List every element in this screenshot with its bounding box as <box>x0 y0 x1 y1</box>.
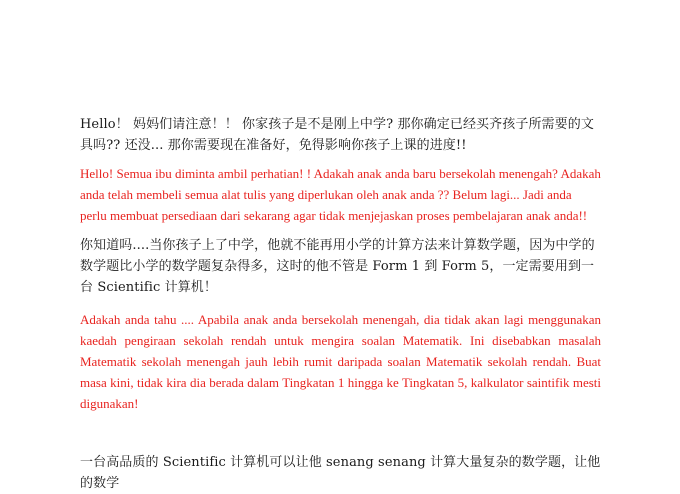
paragraph-chinese-intro: Hello！ 妈妈们请注意！！ 你家孩子是不是刚上中学? 那你确定已经买齐孩子所需要的文具吗?? 还没... 那你需要现在准备好，免得影响你孩子上课的进度!! <box>80 117 594 153</box>
paragraph-malay-intro: Hello! Semua ibu diminta ambil perhatian! ! Adakah anak anda baru bersekolah menengah? Adakah anda telah membeli semua alat tulis yang diperlukan oleh anak anda ?? Belum lagi... Jadi anda perlu membuat persediaan dari sekarang agar tidak menjejaskan proses pembelajaran anak anda!! <box>80 166 601 223</box>
document-page <box>80 114 601 494</box>
paragraph-malay-did-you-know: Adakah anda tahu .... Apabila anak anda bersekolah menengah, dia tidak akan lagi menggunakan kaedah pengiraan sekolah rendah untuk mengira soalan Matematik. Ini disebabkan masalah Matematik sekolah menengah jauh lebih rumit daripada soalan Matematik sekolah rendah. Buat masa kini, tidak kira dia berada dalam Tingkatan 1 hingga ke Tingkatan 5, kalkulator saintifik mesti digunakan! <box>80 312 601 411</box>
paragraph-chinese-did-you-know: 你知道吗....当你孩子上了中学，他就不能再用小学的计算方法来计算数学题，因为中学的数学题比小学的数学题复杂得多，这时的他不管是 Form 1 到 Form 5，一定需要用到一台 Scientific 计算机！ <box>80 238 595 295</box>
paragraph-chinese-quality-calculator: 一台高品质的 Scientific 计算机可以让他 senang senang 计算大量复杂的数学题，让他的数学 <box>80 455 601 491</box>
